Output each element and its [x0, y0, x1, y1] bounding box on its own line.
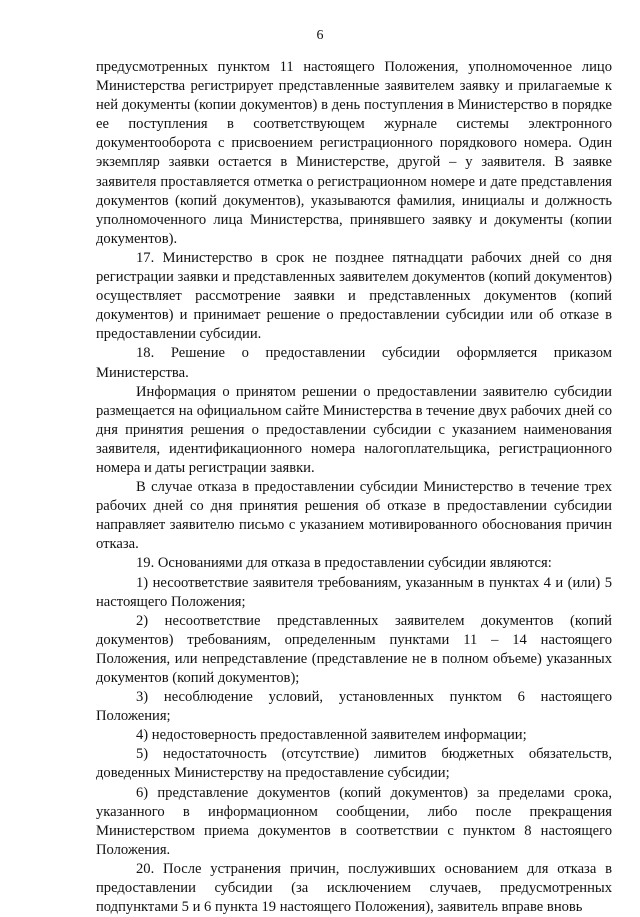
list-item-19-4: 4) недостоверность предоставленной заявителем информации; [136, 727, 527, 744]
paragraph-20: 20. После устранения причин, послуживших основанием для отказа в предоставлении субсидии (за исключением случаев, предусмотренных подпунктами 5 и 6 пункта 19 настоящего Положения), заявитель вправе вновь [96, 860, 612, 916]
page-number: 6 [316, 28, 324, 43]
list-item-19-5: 5) недостаточность (отсутствие) лимитов бюджетных обязательств, доведенных Министерству на предоставление субсидии; [96, 746, 612, 782]
paragraph-18-refusal: В случае отказа в предоставлении субсидии Министерство в течение трех рабочих дней со дня принятия решения об отказе в предоставлении субсидии направляет заявителю письмо с указанием мотивированного обоснования причин отказа. [96, 479, 612, 553]
paragraph-19: 19. Основаниями для отказа в предоставлении субсидии являются: [136, 555, 552, 572]
paragraph-18-information: Информация о принятом решении о предоставлении заявителю субсидии размещается на официальном сайте Министерства в течение двух рабочих дней со дня принятия решения о предоставлении субсидии с указанием наименования заявителя, идентификационного номера налогоплательщика, регистрационного номера и даты регистрации заявки. [96, 383, 612, 476]
list-item-19-6: 6) представление документов (копий документов) за пределами срока, указанного в информационном сообщении, либо после прекращения Министерством приема документов в соответствии с пунктом 8 настоящего Положения. [96, 784, 612, 858]
list-item-19-2: 2) несоответствие представленных заявителем документов (копий документов) требованиям, определенным пунктами 11 – 14 настоящего Положения, или непредставление (представление не в полном объеме) указанных документов (копий документов); [96, 612, 612, 686]
list-item-19-3: 3) несоблюдение условий, установленных пунктом 6 настоящего Положения; [96, 689, 612, 725]
list-item-19-1: 1) несоответствие заявителя требованиям, указанным в пунктах 4 и (или) 5 настоящего Положения; [96, 574, 612, 610]
paragraph-18: 18. Решение о предоставлении субсидии оформляется приказом Министерства. [96, 345, 612, 381]
paragraph-17: 17. Министерство в срок не позднее пятнадцати рабочих дней со дня регистрации заявки и представленных заявителем документов (копий документов) осуществляет рассмотрение заявки и представленных документов (копий документов) и принимает решение о предоставлении субсидии или об отказе в предоставлении субсидии. [96, 249, 612, 343]
paragraph-16-continuation: предусмотренных пунктом 11 настоящего Положения, уполномоченное лицо Министерства регистрирует представленные заявителем заявку и прилагаемые к ней документы (копии документов) в день поступления в Министерство в порядке ее поступления в соответствующем журнале системы электронного документооборота с присвоением регистрационного порядкового номера. Один экземпляр заявки остается в Министерстве, другой – у заявителя. В заявке заявителя проставляется отметка о регистрационном номере и дате представления документов (копий документов), указываются фамилия, инициалы и должность уполномоченного лица Министерства, принявшего заявку и документы (копии документов). [96, 59, 612, 247]
document-body [96, 58, 612, 917]
